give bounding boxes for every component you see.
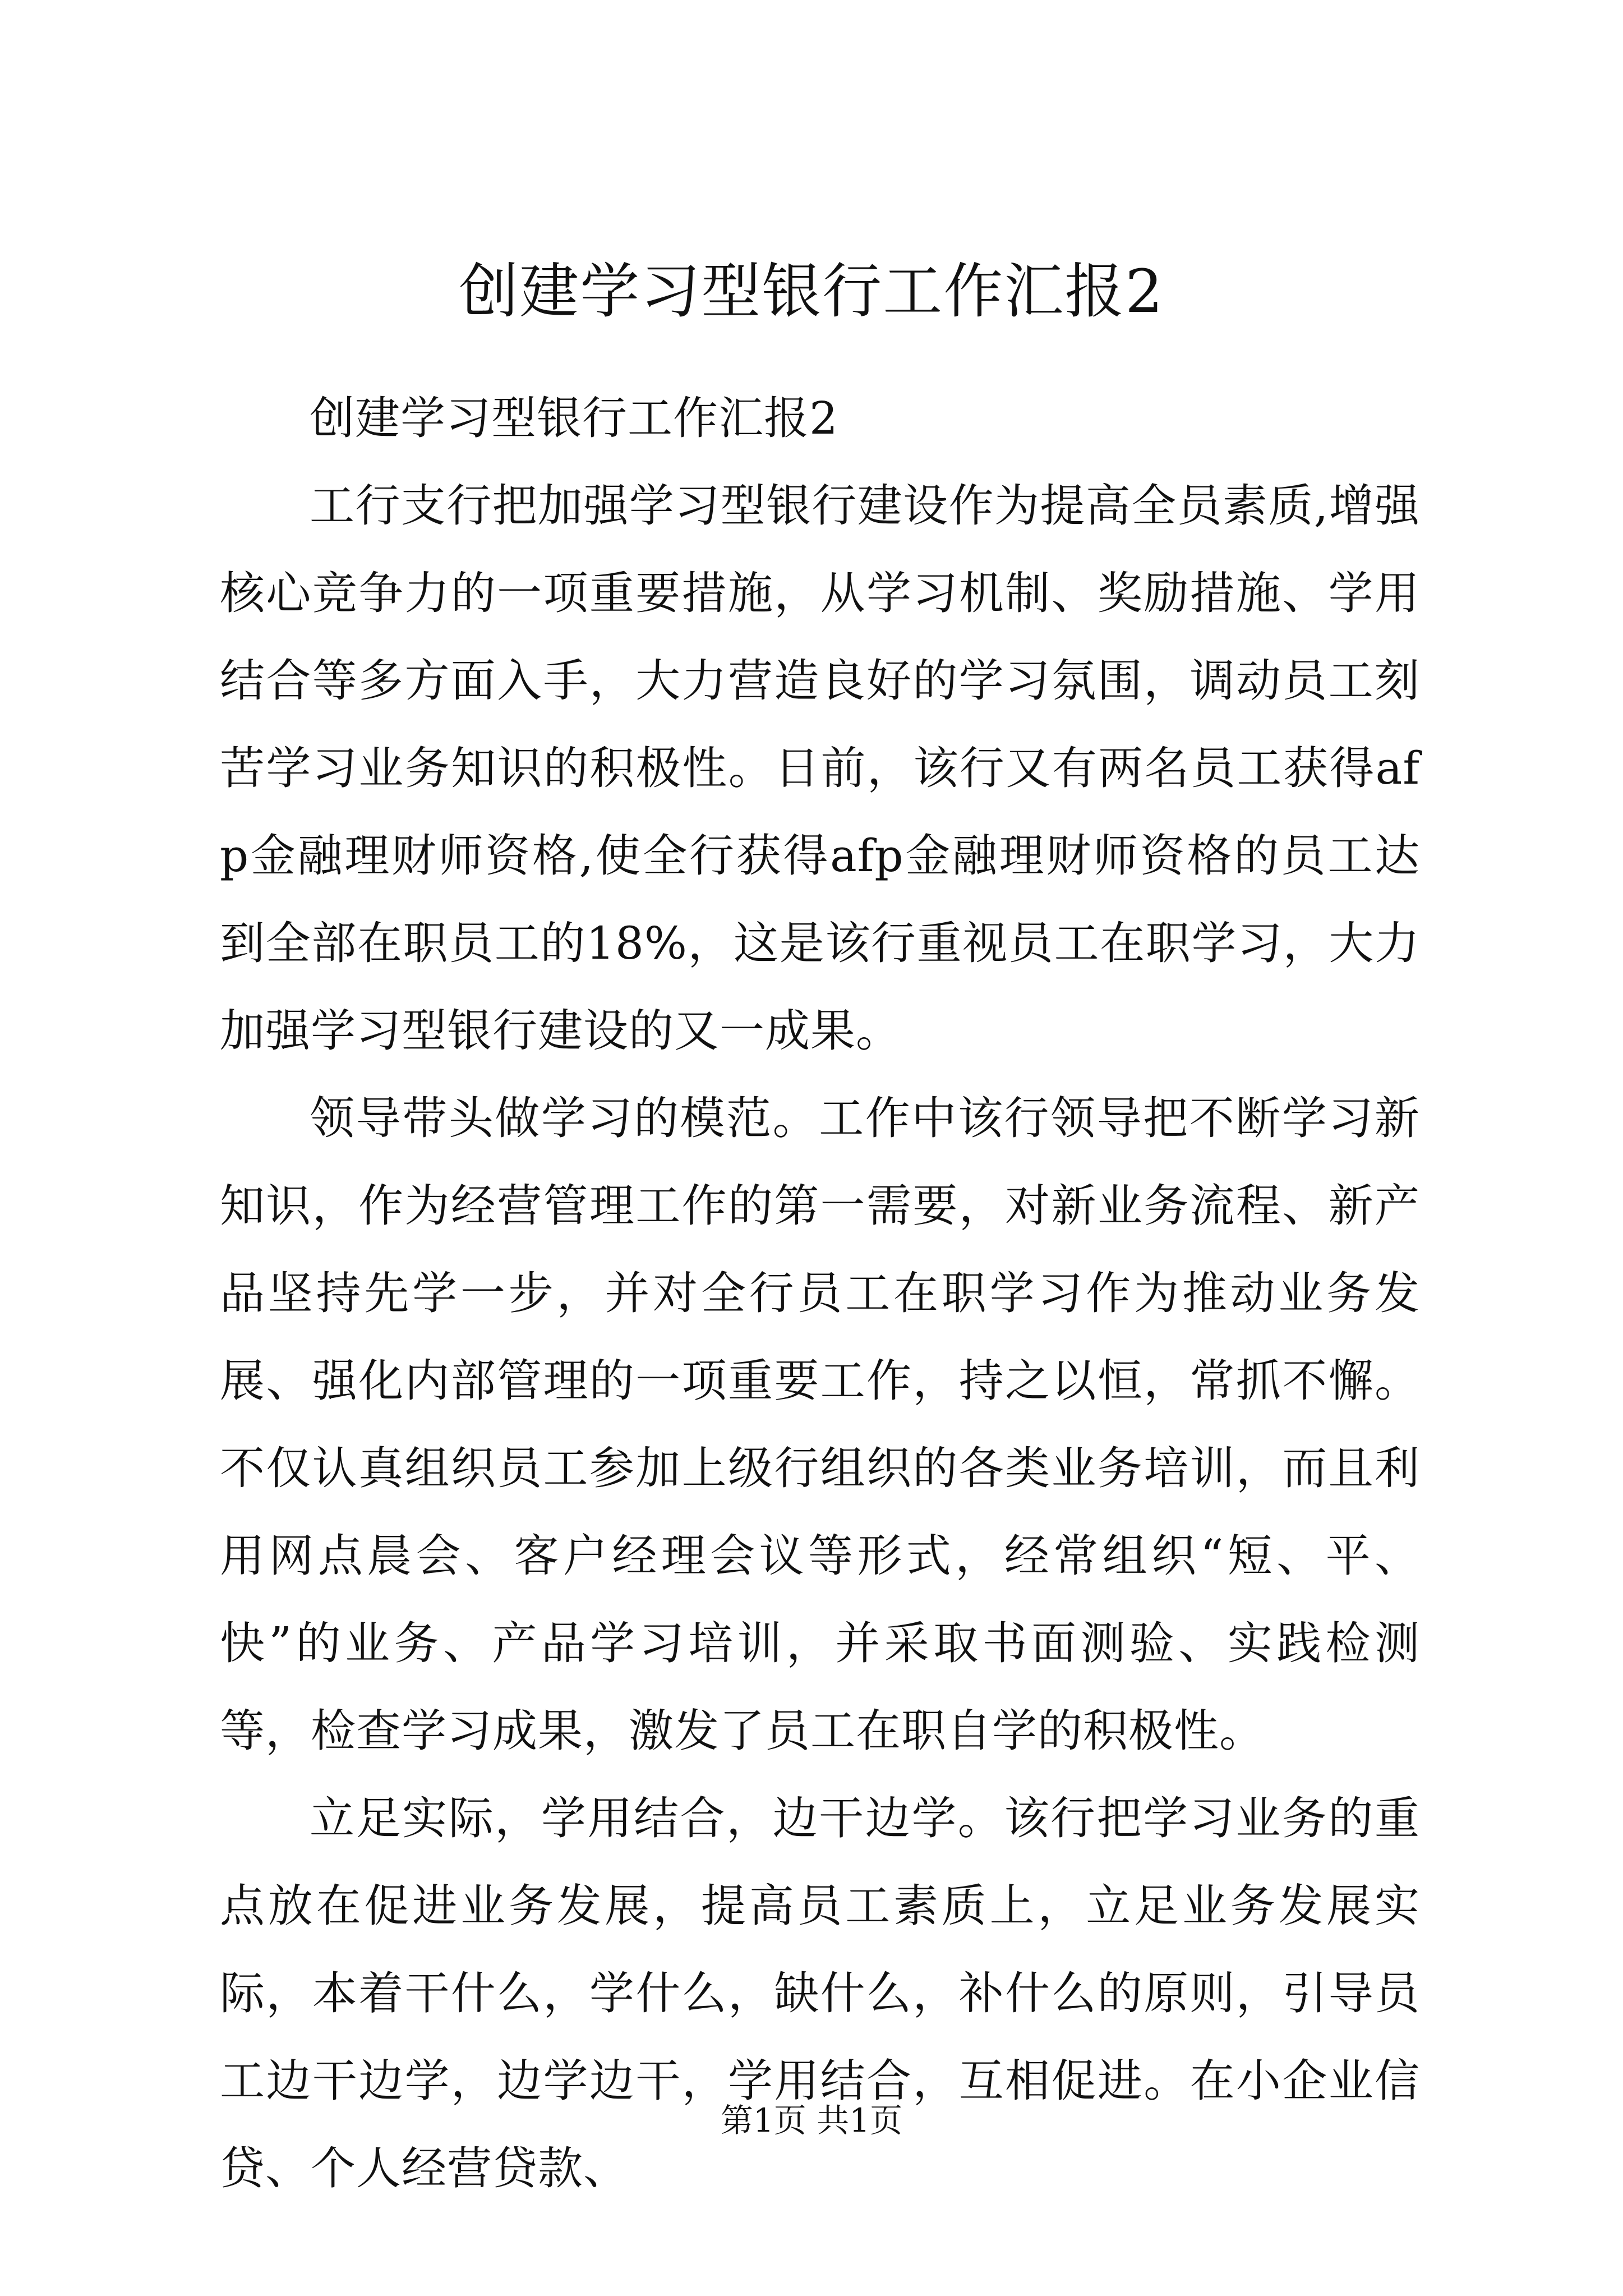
paragraph-leadership: 领导带头做学习的模范。工作中该行领导把不断学习新知识，作为经营管理工作的第一需要，对新业务流程、新产品坚持先学一步，并对全行员工在职学习作为推动业务发展、强化内部管理的一项重要工作，持之以恒，常抓不懈。不仅认真组织员工参加上级行组织的各类业务培训，而且利用网点晨会、客户经理会议等形式，经常组织“短、平、快”的业务、产品学习培训，并采取书面测验、实践检测等，检查学习成果，激发了员工在职自学的积极性。 bbox=[220, 1092, 1420, 1757]
document-subtitle: 创建学习型银行工作汇报2 bbox=[310, 392, 838, 444]
paragraph-practice: 立足实际，学用结合，边干边学。该行把学习业务的重点放在促进业务发展，提高员工素质上，立足业务发展实际，本着干什么，学什么，缺什么，补什么的原则，引导员工边干边学，边学边干，学用结合，互相促进。在小企业信贷、个人经营贷款、 bbox=[220, 1792, 1420, 2194]
page-footer bbox=[0, 2098, 1623, 2143]
paragraph-intro: 工行支行把加强学习型银行建设作为提高全员素质,增强核心竞争力的一项重要措施，从学习机制、奖励措施、学用结合等多方面入手，大力营造良好的学习氛围，调动员工刻苦学习业务知识的积极性。日前，该行又有两名员工获得afp金融理财师资格,使全行获得afp金融理财师资格的员工达到全部在职员工的18%，这是该行重视员工在职学习，大力加强学习型银行建设的又一成果。 bbox=[220, 480, 1420, 1057]
page-number: 第1页 共1页 bbox=[720, 2101, 903, 2139]
document-body bbox=[220, 375, 1420, 2212]
document-title: 创建学习型银行工作汇报2 bbox=[459, 257, 1164, 326]
